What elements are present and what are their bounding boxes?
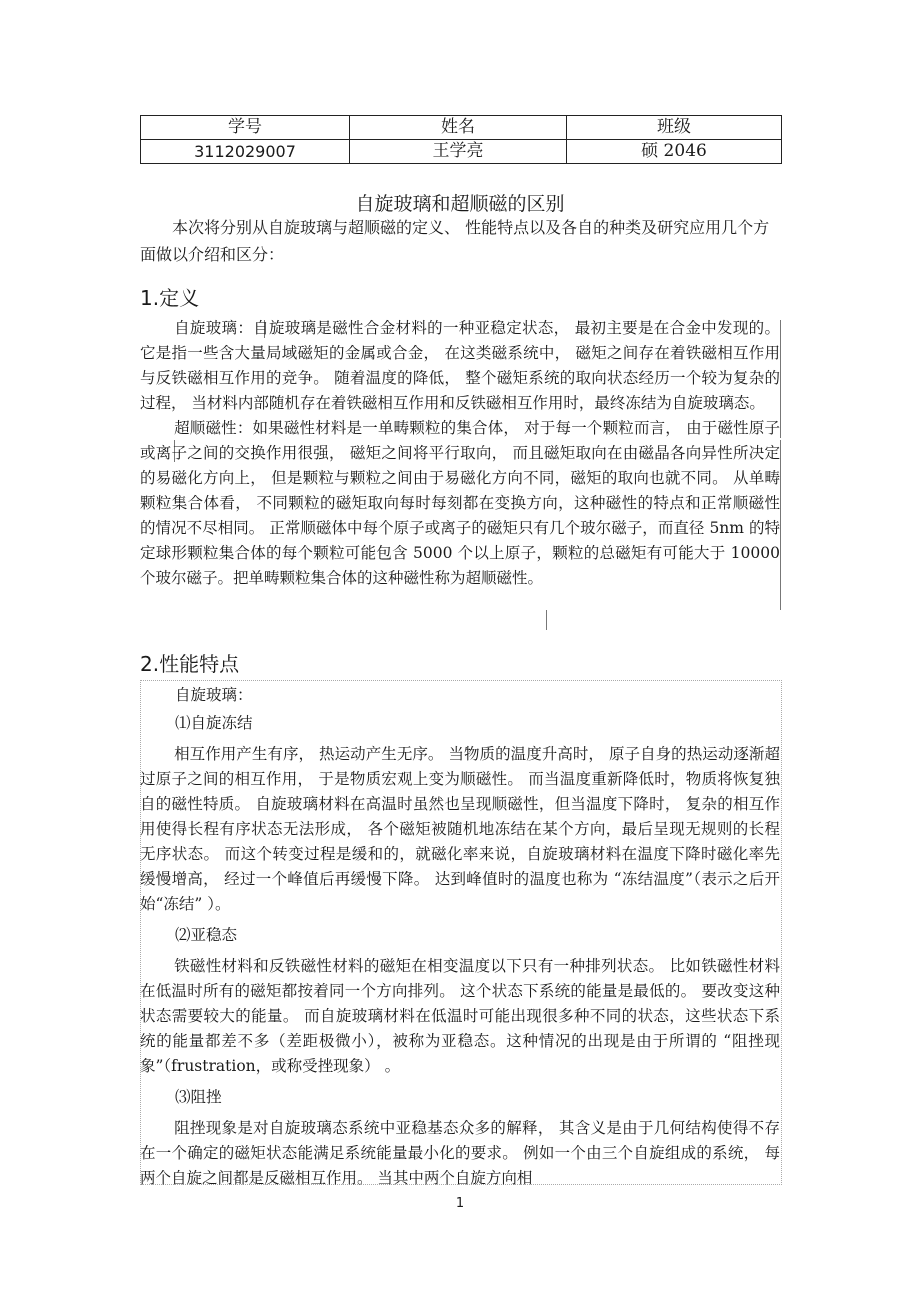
header-class: 班级 (567, 116, 782, 140)
spin-glass-definition: 自旋玻璃：自旋玻璃是磁性合金材料的一种亚稳定状态， 最初主要是在合金中发现的。它是指一些含大量局域磁矩的金属或合金， 在这类磁系统中， 磁矩之间存在着铁磁相互作用与反铁磁相互作用的竞争。 随着温度的降低， 整个磁矩系统的取向状态经历一个较为复杂的过程， 当材料内部随机存在着铁磁相互作用和反铁磁相互作用时，最终冻结为自旋玻璃态。 (140, 319, 780, 412)
superparamagnetism-definition: 超顺磁性：如果磁性材料是一单畴颗粒的集合体， 对于每一个颗粒而言， 由于磁性原子或离子之间的交换作用很强， 磁矩之间将平行取向， 而且磁矩取向在由磁晶各向异性所决定的易磁化方向上， 但是颗粒与颗粒之间由于易磁化方向不同，磁矩的取向也就不同。 从单畴颗粒集合体看， 不同颗粒的磁矩取向每时每刻都在变换方向，这种磁性的特点和正常顺磁性的情况不尽相同。 正常顺磁体中每个原子或离子的磁矩只有几个玻尔磁子，而直径 5nm 的特定球形颗粒集合体的每个颗粒可能包含 5000 个以上原子，颗粒的总磁矩有可能大于 10000 个玻尔磁子。把单畴颗粒集合体的这种磁性称为超顺磁性。 (140, 419, 780, 587)
item-text-spin-freezing: 相互作用产生有序， 热运动产生无序。 当物质的温度升高时， 原子自身的热运动逐渐超过原子之间的相互作用， 于是物质宏观上变为顺磁性。 而当温度重新降低时，物质将恢复独自的磁性特质。 自旋玻璃材料在高温时虽然也呈现顺磁性，但当温度下降时， 复杂的相互作用使得长程有序状态无法形成， 各个磁矩被随机地冻结在某个方向，最后呈现无规则的长程无序状态。 而这个转变过程是缓和的，就磁化率来说，自旋玻璃材料在温度下降时磁化率先缓慢增高， 经过一个峰值后再缓慢下降。 达到峰值时的温度也称为 “冻结温度”（表示之后开始“冻结” ）。 (140, 745, 780, 913)
definition-body (140, 316, 780, 591)
properties-body (140, 683, 780, 1191)
header-name: 姓名 (350, 116, 567, 140)
header-student-id: 学号 (141, 116, 350, 140)
text-frame-marker (780, 440, 781, 610)
section-heading-definition: 1.定义 (140, 286, 200, 310)
student-info-table (140, 115, 782, 164)
item-label-frustration: ⑶阻挫 (175, 1088, 222, 1106)
item-label-spin-freezing: ⑴自旋冻结 (175, 714, 253, 732)
item-text-frustration: 阻挫现象是对自旋玻璃态系统中亚稳基态众多的解释， 其含义是由于几何结构使得不存在一个确定的磁矩状态能满足系统能量最小化的要求。 例如一个由三个自旋组成的系统， 每两个自旋之间都是反磁相互作用。 当其中两个自旋方向相 (140, 1119, 780, 1187)
text-frame-marker (780, 320, 781, 438)
spin-glass-subtitle: 自旋玻璃： (175, 686, 253, 704)
name-value: 王学亮 (350, 140, 567, 164)
item-label-metastable: ⑵亚稳态 (175, 926, 238, 944)
class-value: 硕 2046 (567, 140, 782, 164)
table-header-row (141, 116, 782, 140)
intro-paragraph: 本次将分别从自旋玻璃与超顺磁的定义、 性能特点以及各自的种类及研究应用几个方面做以介绍和区分： (140, 218, 770, 264)
page-number: 1 (455, 1196, 465, 1211)
section-heading-properties: 2.性能特点 (140, 652, 240, 676)
table-value-row (141, 140, 782, 164)
student-id-value: 3112029007 (141, 140, 350, 164)
text-frame-marker (546, 610, 547, 630)
document-title: 自旋玻璃和超顺磁的区别 (355, 193, 565, 215)
item-text-metastable: 铁磁性材料和反铁磁性材料的磁矩在相变温度以下只有一种排列状态。 比如铁磁性材料在低温时所有的磁矩都按着同一个方向排列。 这个状态下系统的能量是最低的。 要改变这种状态需要较大的能量。 而自旋玻璃材料在低温时可能出现很多种不同的状态，这些状态下系统的能量都差不多（差距极微小），被称为亚稳态。这种情况的出现是由于所谓的 “阻挫现象”（frustration，或称受挫现象） 。 (140, 957, 780, 1075)
